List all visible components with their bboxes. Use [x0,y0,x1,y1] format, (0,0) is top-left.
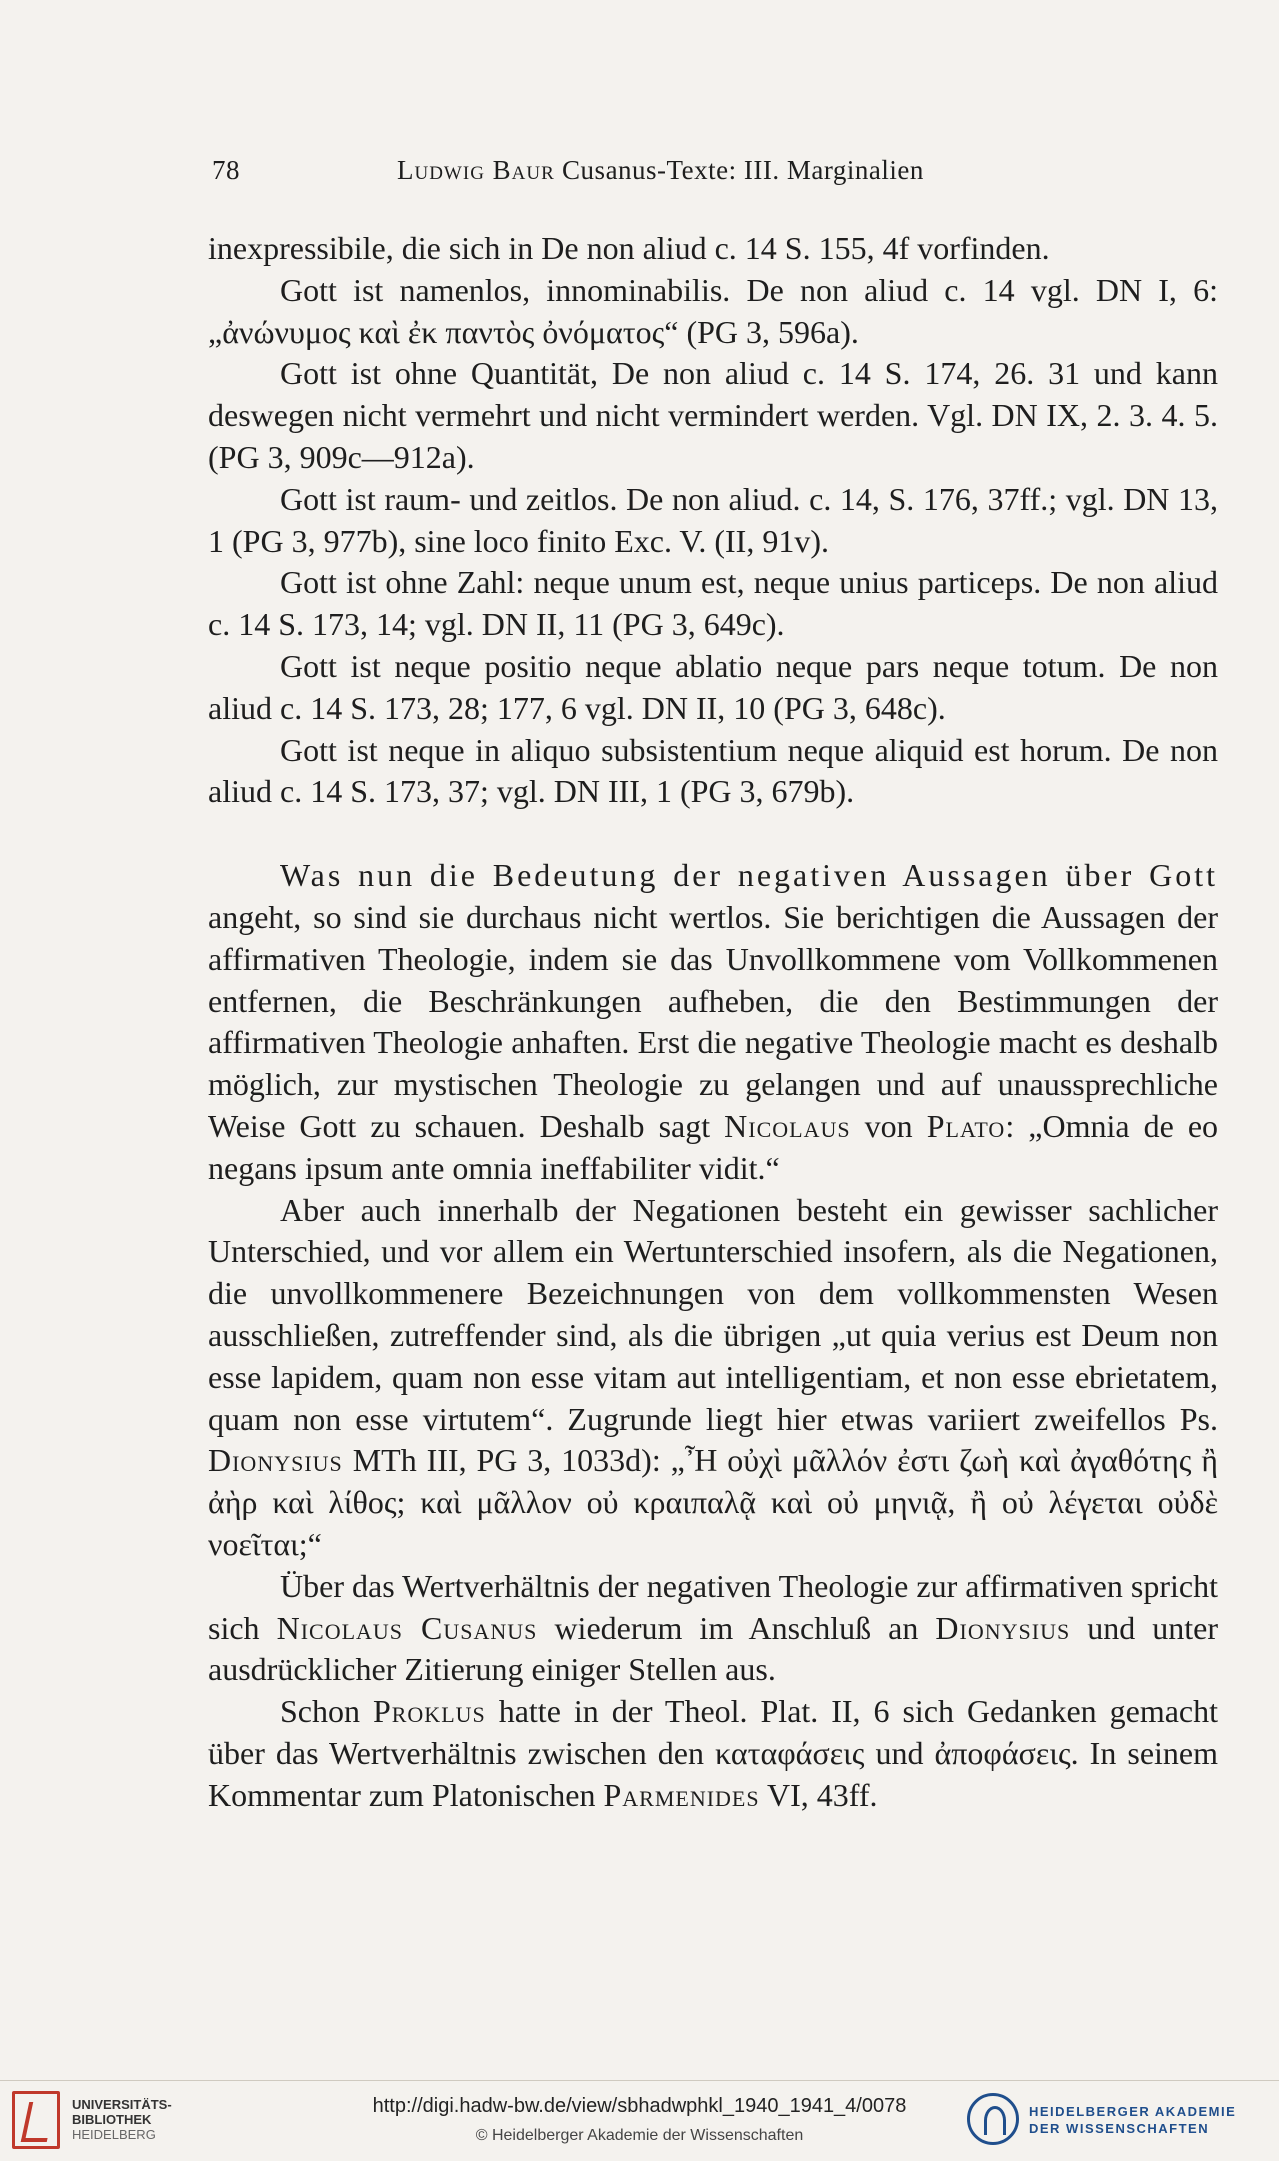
text-run: wiederum im Anschluß an [537,1609,936,1646]
academy-line: DER WISSENSCHAFTEN [1029,2121,1210,2136]
person-name: Proklus [372,1693,486,1730]
academy-logo-icon [967,2093,1019,2145]
person-name: Parmenides [603,1776,760,1813]
paragraph [208,855,1218,1189]
page-number: 78 [212,155,240,185]
footer-bar [0,2080,1279,2161]
body-text [208,228,1218,1816]
paragraph: Gott ist raum- und zeitlos. De non aliud. c. 14, S. 176, 37ff.; vgl. DN 13, 1 (PG 3, 977b), sine loco finito Exc. V. (II, 91v). [208,480,1218,559]
paragraph [208,1190,1218,1566]
library-line: BIBLIOTHEK [72,2112,152,2127]
paragraph: Gott ist namenlos, innominabilis. De non aliud c. 14 vgl. DN I, 6: „ἀνώνυμος καὶ ἐκ παντὸς ὀνόματος“ (PG 3, 596a). [208,271,1218,350]
text-run: angeht, so sind sie durchaus nicht wertlos. Sie berichtigen die Aussagen der affirmativen Theologie, indem sie das Unvollkommene vom Vollkommenen entfernen, die Beschränkungen aufheben, die den Bestimmungen der affirmativen Theologie anhaften. Erst die negative Theologie macht es deshalb möglich, zur mystischen Theologie zu gelangen und auf unaussprechliche Weise Gott zu schauen. Deshalb sagt [208,898,1218,1144]
academy-logo[interactable] [967,2093,1267,2151]
section-gap [208,813,1218,855]
text-run: Schon [280,1693,373,1730]
text-run: : „Omnia de eo negans ipsum ante omnia ineffabiliter vidit.“ [208,1107,1219,1186]
header-author: Ludwig Baur [397,155,555,185]
source-url-link[interactable]: http://digi.hadw-bw.de/view/sbhadwphkl_1940_1941_4/0078 [372,2095,907,2117]
text-run: VI, 43ff. [759,1776,878,1813]
running-header [212,155,1025,195]
paragraph [208,1566,1218,1691]
library-line: UNIVERSITÄTS- [72,2097,172,2112]
library-line: HEIDELBERG [72,2127,156,2142]
text-run: und unter ausdrücklicher Zitierung einiger Stellen aus. [208,1609,1219,1688]
paragraph: Gott ist ohne Quantität, De non aliud c. 14 S. 174, 26. 31 und kann deswegen nicht vermehrt und nicht vermindert werden. Vgl. DN IX, 2. 3. 4. 5. (PG 3, 909c—912a). [208,355,1218,475]
person-name: Dionysius [935,1609,1071,1646]
paragraph [208,1691,1218,1816]
spaced-text: Was nun die Bedeutung der negativen Aussagen über Gott [280,857,1218,894]
paragraph: Gott ist ohne Zahl: neque unum est, neque unius particeps. De non aliud c. 14 S. 173, 14; vgl. DN II, 11 (PG 3, 649c). [208,564,1218,643]
paragraph: Gott ist neque positio neque ablatio neque pars neque totum. De non aliud c. 14 S. 173, 28; 177, 6 vgl. DN II, 10 (PG 3, 648c). [208,647,1218,726]
person-name: Nicolaus [724,1107,851,1144]
academy-line: HEIDELBERGER AKADEMIE [1029,2104,1237,2119]
academy-logo-text [1029,2103,1236,2137]
text-run: hatte in der Theol. Plat. II, 6 sich Gedanken gemacht über das Wertverhältnis zwischen den καταφάσεις und ἀποφάσεις. In seinem Kommentar zum Platonischen [208,1693,1219,1813]
paragraph: inexpressibile, die sich in De non aliud c. 14 S. 155, 4f vorfinden. [208,230,1050,266]
person-name: Plato [926,1107,1006,1144]
paragraph: Gott ist neque in aliquo subsistentium neque aliquid est horum. De non aliud c. 14 S. 173, 37; vgl. DN III, 1 (PG 3, 679b). [208,731,1218,810]
copyright-notice: © Heidelberger Akademie der Wissenschaften [475,2127,804,2144]
person-name: Dionysius [208,1442,343,1479]
person-name: Nicolaus Cusanus [276,1609,538,1646]
header-title [397,155,924,186]
text-run: Über das Wertverhältnis der negativen Theologie zur affirmativen spricht sich [208,1567,1218,1646]
text-run: MTh III, PG 3, 1033d): „Ἦ οὐχὶ μᾶλλόν ἐστι ζωὴ καὶ ἀγαθότης ἢ ἀὴρ καὶ λίθος; καὶ μᾶλλον οὐ κραιπαλᾷ καὶ οὐ μηνιᾷ, ἢ οὐ λέγεται οὐδὲ νοεῖται;“ [208,1442,1218,1562]
header-book-title: Cusanus-Texte: III. Marginalien [562,155,924,185]
text-run: Aber auch innerhalb der Negationen besteht ein gewisser sachlicher Unterschied, und vor allem ein Wertunterschied insofern, als die Negationen, die unvollkommenere Bezeichnungen von dem vollkommensten Wesen ausschließen, zutreffender sind, als die übrigen „ut quia verius est Deum non esse lapidem, quam non esse vitam aut intelligentiam, et non esse ebrietatem, quam non esse virtutem“. Zugrunde liegt hier etwas variiert zweifellos Ps. [208,1191,1218,1437]
text-run: von [850,1107,927,1144]
